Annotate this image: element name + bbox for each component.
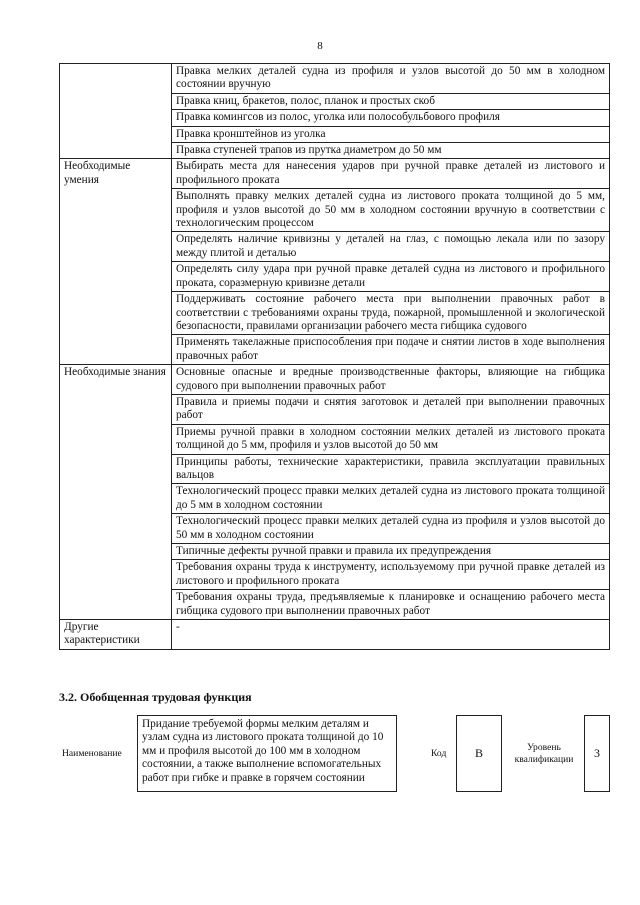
labor-action-label	[60, 64, 172, 159]
knowledge-text: Требования охраны труда к инструменту, используемому при ручной правке деталей из листового и профильного проката	[172, 560, 610, 590]
labor-action-text: Правка комингсов из полос, уголка или полособульбового профиля	[172, 110, 610, 126]
other-characteristics-label: Другие характеристики	[60, 620, 172, 650]
skill-text: Поддерживать состояние рабочего места при выполнении правочных работ в соответствии с требованиями охраны труда, пожарной, промышленной и экологической безопасности, правилами организации рабочего места гибщика судового	[172, 292, 610, 335]
page-number: 8	[317, 40, 323, 52]
qualification-level-label: Уровень квалификации	[514, 742, 574, 765]
other-characteristics-value: -	[172, 620, 610, 650]
knowledge-text: Типичные дефекты ручной правки и правила их предупреждения	[172, 544, 610, 560]
skill-text: Выбирать места для нанесения ударов при ручной правке деталей из листового и профильного проката	[172, 159, 610, 189]
function-name-box: Придание требуемой формы мелким деталям и узлам судна из листового проката толщиной до 10 мм и профиля высотой до 100 мм в холодном состоянии, а также выполнение вспомогательных работ при гибке и правке в горячем состоянии	[137, 715, 397, 792]
skill-row	[60, 159, 610, 189]
labor-action-text: Правка ступеней трапов из прутка диаметром до 50 мм	[172, 143, 610, 159]
knowledge-text: Принципы работы, технические характеристики, правила эксплуатации правильных вальцов	[172, 454, 610, 484]
labor-action-text: Правка книц, бракетов, полос, планок и простых скоб	[172, 93, 610, 109]
knowledge-row	[60, 365, 610, 395]
skill-text: Применять такелажные приспособления при подаче и снятии листов в ходе выполнения правочных работ	[172, 335, 610, 365]
knowledge-text: Приемы ручной правки в холодном состоянии мелких деталей из листового проката толщиной до 5 мм, профиля и узлов высотой до 50 мм	[172, 424, 610, 454]
skill-label: Необходимые умения	[60, 159, 172, 365]
knowledge-text: Требования охраны труда, предъявляемые к планировке и оснащению рабочего места гибщика судового при выполнении правочных работ	[172, 590, 610, 620]
section-title: 3.2. Обобщенная трудовая функция	[59, 690, 252, 704]
knowledge-text: Основные опасные и вредные производственные факторы, влияющие на гибщика судового при выполнении правочных работ	[172, 365, 610, 395]
other-characteristics-row	[60, 620, 610, 650]
labor-action-text: Правка мелких деталей судна из профиля и узлов высотой до 50 мм в холодном состоянии вручную	[172, 64, 610, 94]
knowledge-text: Технологический процесс правки мелких деталей судна из профиля и узлов высотой до 50 мм в холодном состоянии	[172, 514, 610, 544]
knowledge-label: Необходимые знания	[60, 365, 172, 620]
skill-text: Определять силу удара при ручной правке деталей судна из листового и профильного проката, соразмерную кривизне детали	[172, 262, 610, 292]
labor-actions-table	[59, 63, 610, 650]
name-label: Наименование	[62, 748, 122, 759]
skill-text: Выполнять правку мелких деталей судна из листового проката толщиной до 5 мм, профиля и узлов высотой до 50 мм в холодном состоянии вручную в соответствии с технологическим процессом	[172, 189, 610, 232]
code-label: Код	[431, 748, 447, 759]
qualification-level-box: 3	[584, 715, 610, 792]
skill-text: Определять наличие кривизны у деталей на глаз, с помощью лекала или по зазору между плитой и деталью	[172, 232, 610, 262]
labor-action-text: Правка кронштейнов из уголка	[172, 126, 610, 142]
labor-action-row	[60, 64, 610, 94]
knowledge-text: Технологический процесс правки мелких деталей судна из листового проката толщиной до 5 мм в холодном состоянии	[172, 484, 610, 514]
knowledge-text: Правила и приемы подачи и снятия заготовок и деталей при выполнении правочных работ	[172, 394, 610, 424]
code-value-box: B	[456, 715, 502, 792]
